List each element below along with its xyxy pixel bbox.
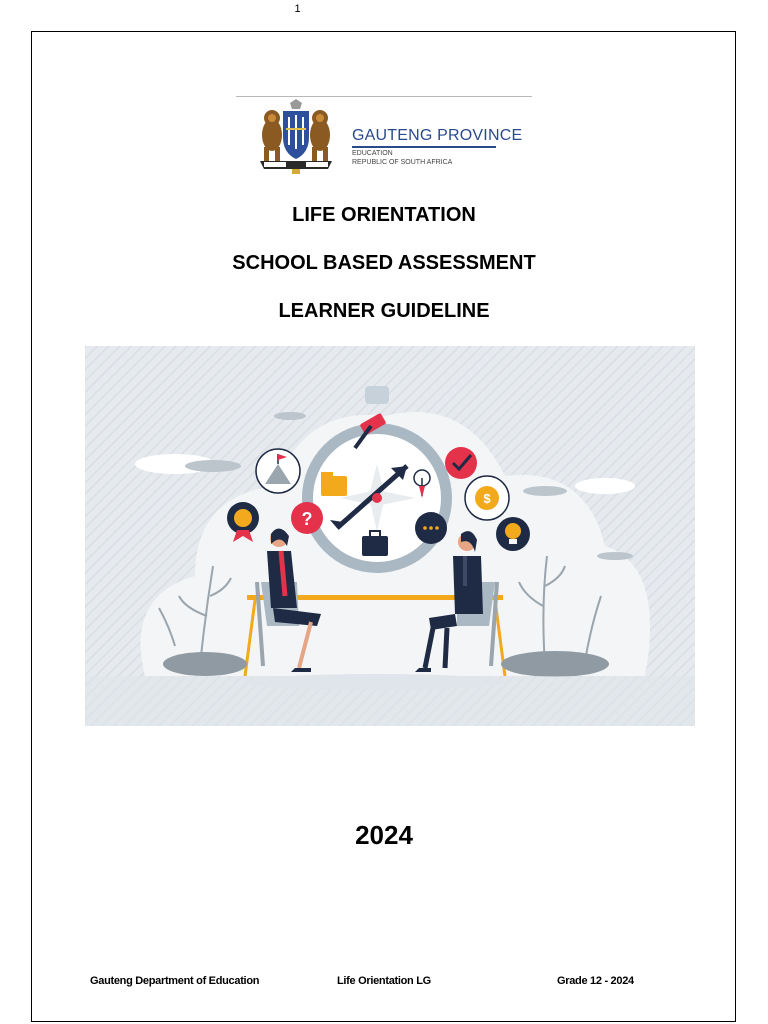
- cover-illustration: [85, 346, 695, 726]
- title-line-1: LIFE ORIENTATION: [292, 204, 476, 226]
- gauteng-logo: [236, 96, 532, 176]
- page-number: 1: [294, 3, 301, 15]
- logo-country: REPUBLIC OF SOUTH AFRICA: [352, 159, 453, 166]
- flag-mountain-icon: [256, 449, 300, 493]
- logo-org-name: GAUTENG PROVINCE: [352, 127, 523, 144]
- title-line-3: LEARNER GUIDELINE: [278, 300, 490, 322]
- lightbulb-icon: [496, 517, 530, 551]
- logo-underline: [352, 146, 496, 148]
- dollar-coin-icon: [465, 476, 509, 520]
- svg-text:$: $: [483, 491, 491, 506]
- footer-right: Grade 12 - 2024: [557, 975, 634, 987]
- footer-left: Gauteng Department of Education: [90, 975, 260, 987]
- small-cloud: [575, 478, 635, 494]
- svg-text:?: ?: [301, 509, 313, 529]
- ground-shape: [501, 651, 609, 677]
- year-label: 2024: [355, 820, 413, 850]
- footer-center: Life Orientation LG: [337, 975, 431, 987]
- logo-top-rule: [236, 96, 532, 97]
- question-icon: [291, 502, 323, 534]
- checkmark-icon: [445, 447, 477, 479]
- title-line-2: SCHOOL BASED ASSESSMENT: [232, 252, 536, 274]
- logo-department: EDUCATION: [352, 150, 393, 157]
- coat-of-arms-icon: [250, 99, 342, 175]
- speech-dots-icon: [415, 512, 447, 544]
- ground-shape: [163, 652, 247, 676]
